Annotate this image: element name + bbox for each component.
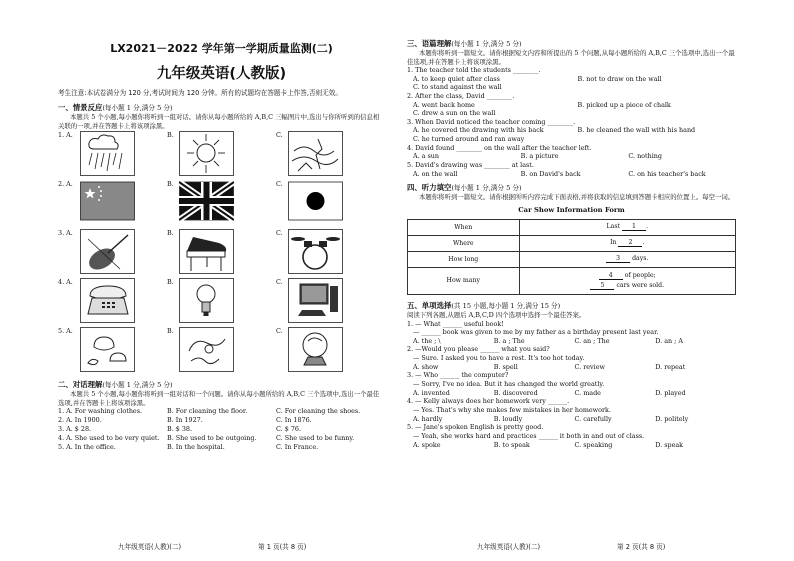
dialogue-item: 3. A. $ 28. B. $ 38. C. $ 76. <box>58 424 301 433</box>
china-flag-icon <box>80 180 135 225</box>
uk-flag-icon <box>179 180 234 225</box>
picture-row-4: 4. A. B. C. <box>58 278 385 326</box>
section-3-heading: 三、语篇理解(每小题 1 分,满分 5 分) <box>407 39 522 48</box>
section-1-heading: 一、情景反应(每小题 1 分,满分 5 分) <box>58 103 173 112</box>
blank-3: 3 <box>606 255 630 263</box>
form-title: Car Show Information Form <box>518 205 625 214</box>
footer-left-page: 第 1 页(共 8 页) <box>258 543 307 551</box>
choice-question: 3. — Who ______ the computer? <box>407 371 509 380</box>
form-row: Where In 2 . <box>408 235 736 251</box>
section-1-instructions: 本题共 5 个小题,每小题你将听到一组对话。请你从每小题所给的 A,B,C 三幅图片中,选出与你所听到的信息相关联的一项,并在答题卡上将该项涂黑。 <box>58 113 380 130</box>
picture-row-1: 1. A. B. C. <box>58 131 385 179</box>
section-2-instructions: 本题共 5 个小题,每小题你将听到一组对话和一个问题。请你从每小题所给的 A,B,C 三个选项中,选出一个最佳选项,并在答题卡上将该项涂黑。 <box>58 390 380 407</box>
dialogue-item: 4. A. She used to be very quiet. B. She used to be outgoing. C. She used to be funny. <box>58 433 355 442</box>
choice-question: 1. — What ______ useful book! <box>407 319 504 328</box>
dialogue-item: 2. A. In 1900. B. In 1927. C. In 1876. <box>58 416 312 425</box>
shell-icon <box>80 327 135 372</box>
blank-5: 5 <box>590 282 614 290</box>
sun-icon <box>179 131 234 176</box>
section-5-heading: 五、单项选择(共 15 小题,每小题 1 分,满分 15 分) <box>407 300 561 310</box>
choice-question: 5. — Jane's spoken English is pretty good. <box>407 423 544 432</box>
blank-4: 4 <box>599 272 623 280</box>
telephone-icon <box>80 278 135 323</box>
footer-right-page: 第 2 页(共 8 页) <box>617 543 666 551</box>
dialogue-item: 5. A. In the office. B. In the hospital. C. In France. <box>58 442 319 451</box>
car-show-form <box>407 219 736 295</box>
question-item: 5. David's drawing was ________ at last. <box>407 160 534 169</box>
section-2-heading: 二、对话理解(每小题 1 分,满分 5 分) <box>58 380 173 390</box>
footer-right-name: 九年级英语(人教)(二) <box>477 543 541 551</box>
wind-weather-icon <box>288 131 343 176</box>
question-item: 3. When David noticed the teacher coming ________. <box>407 117 576 126</box>
section-4-instructions: 本题你将听到一篇短文。请你根据所听内容完成下面表格,并将获取的信息填到答题卡相应的位置上。每空一词。 <box>419 193 735 202</box>
form-row: When Last 1 . <box>408 219 736 235</box>
drum-set-icon <box>288 229 343 274</box>
right-page: 三、语篇理解(每小题 1 分,满分 5 分) 本题你将听到一篇短文。请你根据短文内容和所提出的 5 个问题,从每小题所给的 A,B,C 三个选项中,选出一个最佳选项,并在答题卡上将该项涂黑。 1. The teacher told the students ________. A. to keep quiet after class B. not to draw on the wall C. to stand against the wall 2. After the class, David ________. A. went back home B. picked up a piece of chalk C. drew a sun on the wall 3. When David noticed the teacher coming ________. A. he covered the drawing with his back B. he cleaned the wall with his hand C. he turned around and ran away 4. David found ________ on the wall after the teacher left. A. a sun B. a picture C. nothing 5. David's drawing was ________ at last. A. on the wall B. on David's back C. on his teacher's back 四、听力填空(每小题 1 分,满分 5 分) 本题你将听到一篇短文。请你根据所听内容完成下面表格,并将获取的信息填到答题卡相应的位置上。每空一词。 Car Show Information Form When Last 1 . Where In 2 . How long 3 days. How many 4 of people; 5 cars were sold. 五、单项选择(共 15 小题,每小题 1 分,满分 15 分) 阅读下列各题,从题后 A,B,C,D 四个选项中选择一个最佳答案。 1. — What ______ useful book! — ______ book was given to me by my father as a birthday present last year. A. the ; \ B. a ; The C. an ; The D. an ; A 2. —Would you please ______ what you said? — Sure. I asked you to have a rest. It's too hot today. A. show B. spell C. review D. repeat 3. — Who ______ the computer? — Sorry, I've no idea. But it has changed the world greatly. A. invented B. discovered C. made D. played 4. — Kelly always does her homework very ______. — Yes. That's why she makes few mistakes in her homework. A. hardly B. loudly C. carefully D. politely 5. — Jane's spoken English is pretty good. — Yeah, she works hard and practices ______ it both in and out of class. A. spoke B. to speak C. speaking D. speak 九年级英语(人教)(二) 第 2 页(共 8 页) <box>407 39 735 551</box>
fossil-icon <box>179 327 234 372</box>
section-3-instructions: 本题你将听到一篇短文。请你根据短文内容和所提出的 5 个问题,从每小题所给的 A,B,C 三个选项中,选出一个最佳选项,并在答题卡上将该项涂黑。 <box>407 49 735 66</box>
violin-icon <box>80 229 135 274</box>
choice-question: 4. — Kelly always does her homework very ______. <box>407 397 570 406</box>
question-item: 4. David found ________ on the wall after the teacher left. <box>407 143 592 152</box>
computer-icon <box>288 278 343 323</box>
section-4-heading: 四、听力填空(每小题 1 分,满分 5 分) <box>407 183 522 193</box>
rain-weather-icon <box>80 131 135 176</box>
exam-title: LX2021－2022 学年第一学期质量监测(二) <box>110 42 333 55</box>
question-item: 2. After the class, David ________. <box>407 91 515 100</box>
exam-notice: 考生注意:本试卷满分为 120 分,考试时间为 120 分钟。所有的试题均在答题卡上作答,否则无效。 <box>58 89 342 97</box>
subject-title: 九年级英语(人教版) <box>156 66 287 82</box>
picture-row-5: 5. A. B. C. <box>58 327 385 375</box>
picture-row-3: 3. A. B. C. <box>58 229 385 277</box>
picture-row-2: 2. A. B. C. <box>58 180 385 228</box>
japan-flag-icon <box>288 180 343 225</box>
crystal-ball-icon <box>288 327 343 372</box>
blank-1: 1 <box>622 223 646 231</box>
dialogue-item: 1. A. For washing clothes. B. For cleaning the floor. C. For cleaning the shoes. <box>58 407 361 416</box>
piano-icon <box>179 229 234 274</box>
form-row: How long 3 days. <box>408 251 736 267</box>
section-5-instructions: 阅读下列各题,从题后 A,B,C,D 四个选项中选择一个最佳答案。 <box>407 310 586 319</box>
blank-2: 2 <box>618 239 642 247</box>
footer-left-name: 九年级英语(人教)(二) <box>118 543 182 551</box>
light-bulb-icon <box>179 278 234 323</box>
choice-question: 2. —Would you please ______ what you said? <box>407 345 550 354</box>
form-row: How many 4 of people; 5 cars were sold. <box>408 267 736 294</box>
question-item: 1. The teacher told the students ________. <box>407 66 541 75</box>
